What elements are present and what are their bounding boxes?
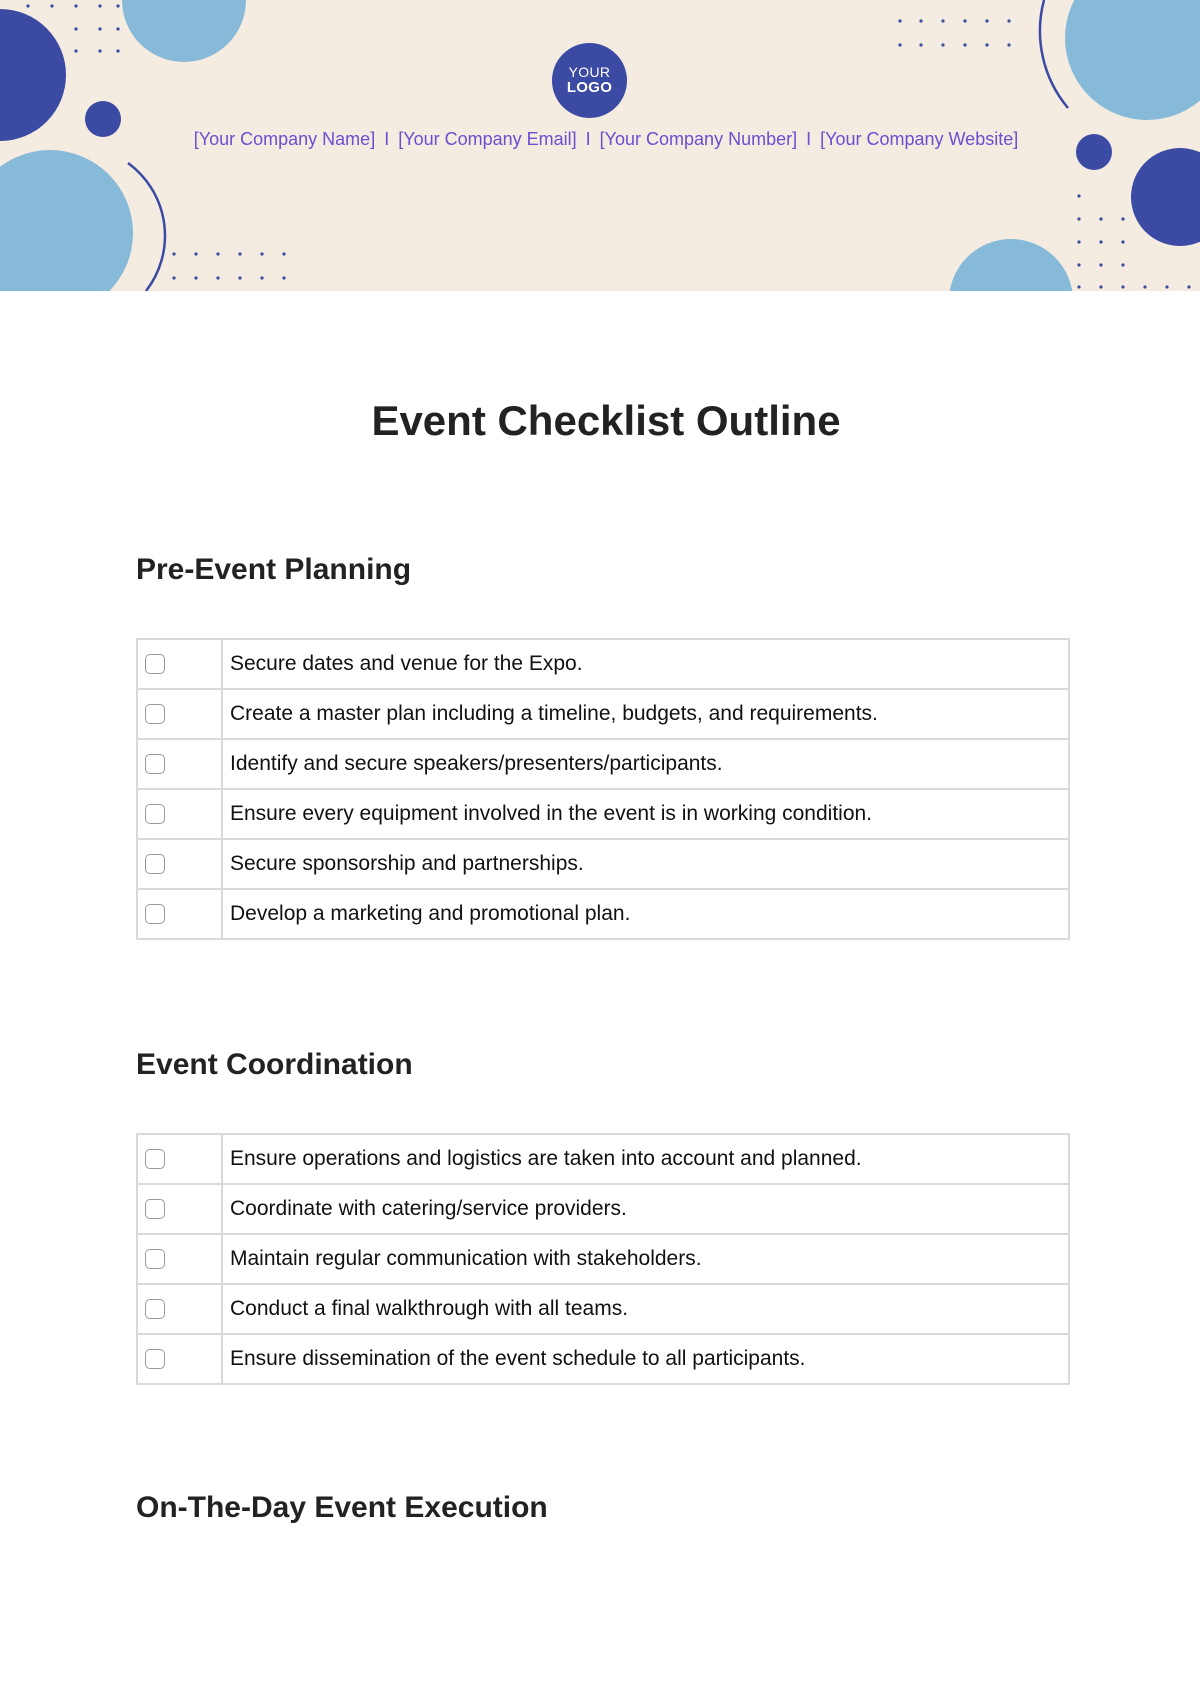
checkbox[interactable] — [145, 754, 165, 774]
checkbox-cell — [137, 839, 222, 889]
checklist-row — [137, 889, 1069, 939]
checklist-row — [137, 739, 1069, 789]
checklist-row — [137, 1284, 1069, 1334]
checkbox[interactable] — [145, 854, 165, 874]
checklist-item-text: Secure dates and venue for the Expo. — [222, 639, 1069, 689]
checklist-item-text: Conduct a final walkthrough with all teams. — [222, 1284, 1069, 1334]
checklist-item-text: Ensure operations and logistics are taken into account and planned. — [222, 1134, 1069, 1184]
company-info-line — [0, 129, 1200, 150]
section-heading-on-the-day-event-execution: On-The-Day Event Execution — [136, 1491, 548, 1524]
arc-right — [1040, 0, 1068, 108]
checkbox[interactable] — [145, 704, 165, 724]
checkbox-cell — [137, 739, 222, 789]
logo-line-1: YOUR — [568, 64, 611, 81]
checkbox-cell — [137, 1134, 222, 1184]
circle-light-top-left — [122, 0, 246, 62]
checkbox-cell — [137, 1284, 222, 1334]
checkbox-cell — [137, 889, 222, 939]
document-title: Event Checklist Outline — [371, 397, 841, 444]
header-banner — [0, 0, 1200, 291]
company-website: [Your Company Website] — [820, 129, 1019, 149]
checklist-row — [137, 1134, 1069, 1184]
company-name: [Your Company Name] — [193, 129, 376, 149]
checkbox-cell — [137, 789, 222, 839]
circle-navy-right — [1131, 148, 1200, 246]
checklist-row — [137, 1234, 1069, 1284]
separator: I — [806, 129, 812, 149]
checkbox[interactable] — [145, 654, 165, 674]
checklist-item-text: Develop a marketing and promotional plan. — [222, 889, 1069, 939]
separator: I — [384, 129, 390, 149]
checklist-item-text: Ensure dissemination of the event schedule to all participants. — [222, 1334, 1069, 1384]
checkbox[interactable] — [145, 1349, 165, 1369]
checklist-pre-event-planning — [136, 638, 1070, 940]
checklist-row — [137, 839, 1069, 889]
checklist-row — [137, 1184, 1069, 1234]
checklist-row — [137, 689, 1069, 739]
circle-light-bottom-right — [949, 239, 1073, 291]
arc-left — [128, 163, 165, 291]
checklist-item-text: Coordinate with catering/service providers. — [222, 1184, 1069, 1234]
checklist-row — [137, 639, 1069, 689]
checklist-item-text: Identify and secure speakers/presenters/participants. — [222, 739, 1069, 789]
checkbox[interactable] — [145, 804, 165, 824]
checkbox[interactable] — [145, 1249, 165, 1269]
checklist-row — [137, 789, 1069, 839]
checklist-item-text: Secure sponsorship and partnerships. — [222, 839, 1069, 889]
logo-line-2: LOGO — [566, 78, 613, 96]
circle-navy-left — [0, 9, 66, 141]
checkbox[interactable] — [145, 904, 165, 924]
checkbox[interactable] — [145, 1299, 165, 1319]
checklist-event-coordination — [136, 1133, 1070, 1385]
checkbox-cell — [137, 639, 222, 689]
checkbox[interactable] — [145, 1149, 165, 1169]
company-logo — [552, 43, 627, 118]
checkbox-cell — [137, 1184, 222, 1234]
dot-grid-right-column — [1077, 194, 1080, 197]
checkbox-cell — [137, 689, 222, 739]
dot-grid-top-right — [898, 19, 1010, 46]
checklist-row — [137, 1334, 1069, 1384]
checkbox-cell — [137, 1334, 222, 1384]
separator: I — [585, 129, 591, 149]
checkbox[interactable] — [145, 1199, 165, 1219]
section-heading-pre-event-planning: Pre-Event Planning — [136, 553, 412, 586]
circle-light-bottom-left — [0, 150, 133, 291]
checklist-item-text: Create a master plan including a timeline, budgets, and requirements. — [222, 689, 1069, 739]
section-heading-event-coordination: Event Coordination — [136, 1048, 413, 1081]
company-email: [Your Company Email] — [398, 129, 577, 149]
dot-grid-bottom-left — [172, 252, 285, 279]
circle-light-top-right — [1065, 0, 1200, 120]
company-number: [Your Company Number] — [599, 129, 798, 149]
checklist-item-text: Maintain regular communication with stakeholders. — [222, 1234, 1069, 1284]
checklist-item-text: Ensure every equipment involved in the event is in working condition. — [222, 789, 1069, 839]
checkbox-cell — [137, 1234, 222, 1284]
